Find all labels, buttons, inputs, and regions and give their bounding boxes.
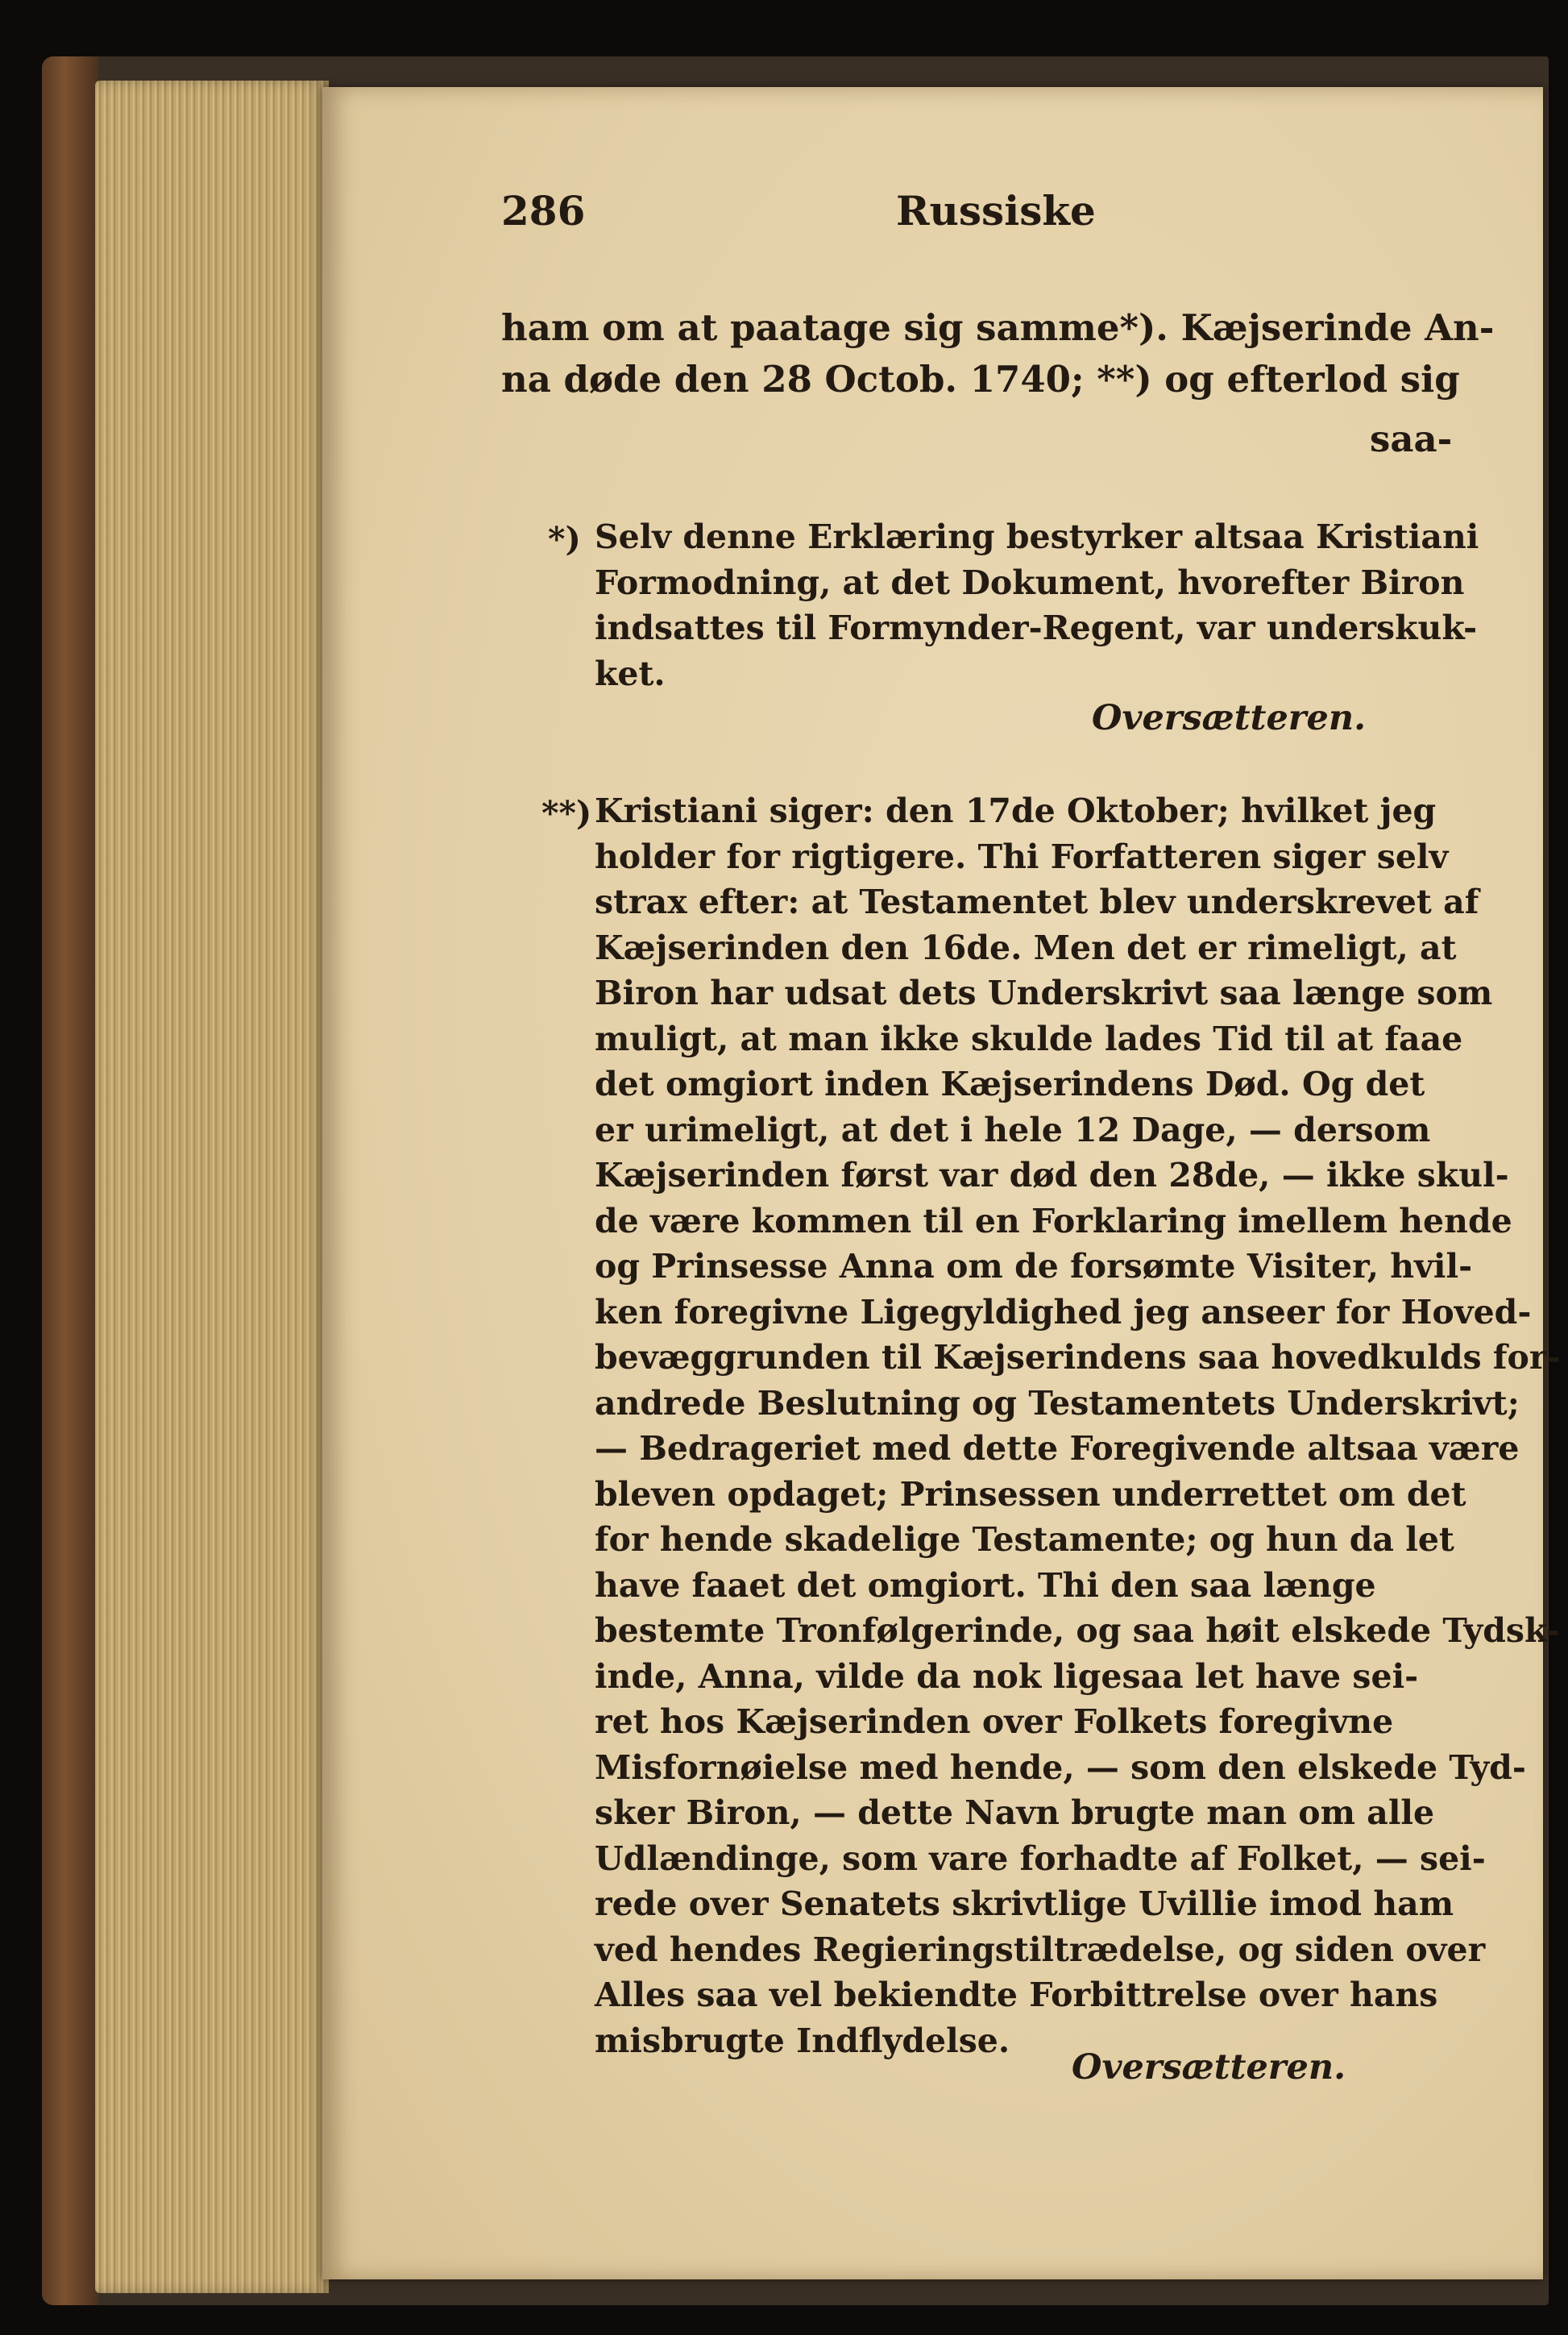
footnote-line: og Prinsesse Anna om de forsømte Visiter, hvil- <box>595 1247 1473 1286</box>
footnote-line: Misfornøielse med hende, — som den elskede Tyd- <box>595 1747 1526 1787</box>
footnote-signature: Oversætteren. <box>1092 698 1367 738</box>
footnote-line: andrede Beslutning og Testamentets Underskrivt; <box>595 1383 1520 1423</box>
footnote-2 <box>595 788 1561 2063</box>
footnote-line: — Bedrageriet med dette Foregivende altsaa være <box>595 1429 1520 1468</box>
footnote-line: Selv denne Erklæring bestyrker altsaa Kristiani <box>595 517 1479 556</box>
footnote-line: Alles saa vel bekiendte Forbittrelse over hans <box>595 1976 1438 2014</box>
footnote-line: sker Biron, — dette Navn brugte man om alle <box>595 1793 1435 1832</box>
footnote-marker: *) <box>548 520 581 559</box>
footnote-line: Biron har udsat dets Underskrivt saa længe som <box>595 974 1493 1012</box>
footnote-line: bestemte Tronfølgerinde, og saa høit elskede Tydsk- <box>595 1611 1560 1650</box>
footnote-signature: Oversætteren. <box>1072 2047 1346 2088</box>
footnote-line: indsattes til Formynder-Regent, var underskuk- <box>595 609 1478 647</box>
footnote-line: for hende skadelige Testamente; og hun da let <box>595 1520 1454 1559</box>
footnote-line: ket. <box>595 654 666 693</box>
footnote-line: holder for rigtigere. Thi Forfatteren siger selv <box>595 837 1449 876</box>
footnote-line: muligt, at man ikke skulde lades Tid til at faae <box>595 1019 1463 1058</box>
running-head: Russiske <box>896 187 1096 235</box>
footnote-line: Udlændinge, som vare forhadte af Folket, — sei- <box>595 1839 1486 1878</box>
page-edges <box>95 81 329 2293</box>
main-text <box>501 302 1495 405</box>
text-line: ham om at paatage sig samme*). Kæjserinde An- <box>501 306 1495 349</box>
footnote-line: er urimeligt, at det i hele 12 Dage, — dersom <box>595 1110 1431 1149</box>
catchword: saa- <box>1370 418 1453 460</box>
footnote-line: misbrugte Indflydelse. <box>595 2021 1010 2060</box>
page-header <box>501 187 1096 243</box>
text-line: na døde den 28 Octob. 1740; **) og efterlod sig <box>501 358 1460 401</box>
footnote-line: det omgiort inden Kæjserindens Død. Og det <box>595 1065 1425 1103</box>
page-number: 286 <box>501 187 586 235</box>
footnote-line: bevæggrunden til Kæjserindens saa hovedkulds for- <box>595 1338 1561 1377</box>
book-spine <box>42 56 98 2305</box>
footnote-line: ret hos Kæjserinden over Folkets foregivne <box>595 1702 1394 1741</box>
footnote-line: rede over Senatets skrivtlige Uvillie imod ham <box>595 1884 1454 1923</box>
footnote-line: Kæjserinden den 16de. Men det er rimeligt, at <box>595 928 1457 967</box>
footnote-marker: **) <box>541 794 592 833</box>
footnote-line: inde, Anna, vilde da nok ligesaa let have sei- <box>595 1656 1419 1696</box>
footnote-line: Kristiani siger: den 17de Oktober; hvilket jeg <box>595 791 1437 830</box>
footnote-line: bleven opdaget; Prinsessen underrettet om det <box>595 1474 1466 1514</box>
footnote-line: Formodning, at det Dokument, hvorefter Biron <box>595 563 1465 602</box>
footnote-line: strax efter: at Testamentet blev underskrevet af <box>595 883 1479 921</box>
footnote-line: ken foregivne Ligegyldighed jeg anseer for Hoved- <box>595 1292 1532 1332</box>
footnote-line: Kæjserinden først var død den 28de, — ikke skul- <box>595 1156 1509 1195</box>
footnote-1 <box>595 514 1479 696</box>
footnote-line: have faaet det omgiort. Thi den saa længe <box>595 1565 1376 1605</box>
footnote-line: ved hendes Regieringstiltrædelse, og siden over <box>595 1930 1486 1969</box>
footnote-line: de være kommen til en Forklaring imellem hende <box>595 1201 1512 1240</box>
